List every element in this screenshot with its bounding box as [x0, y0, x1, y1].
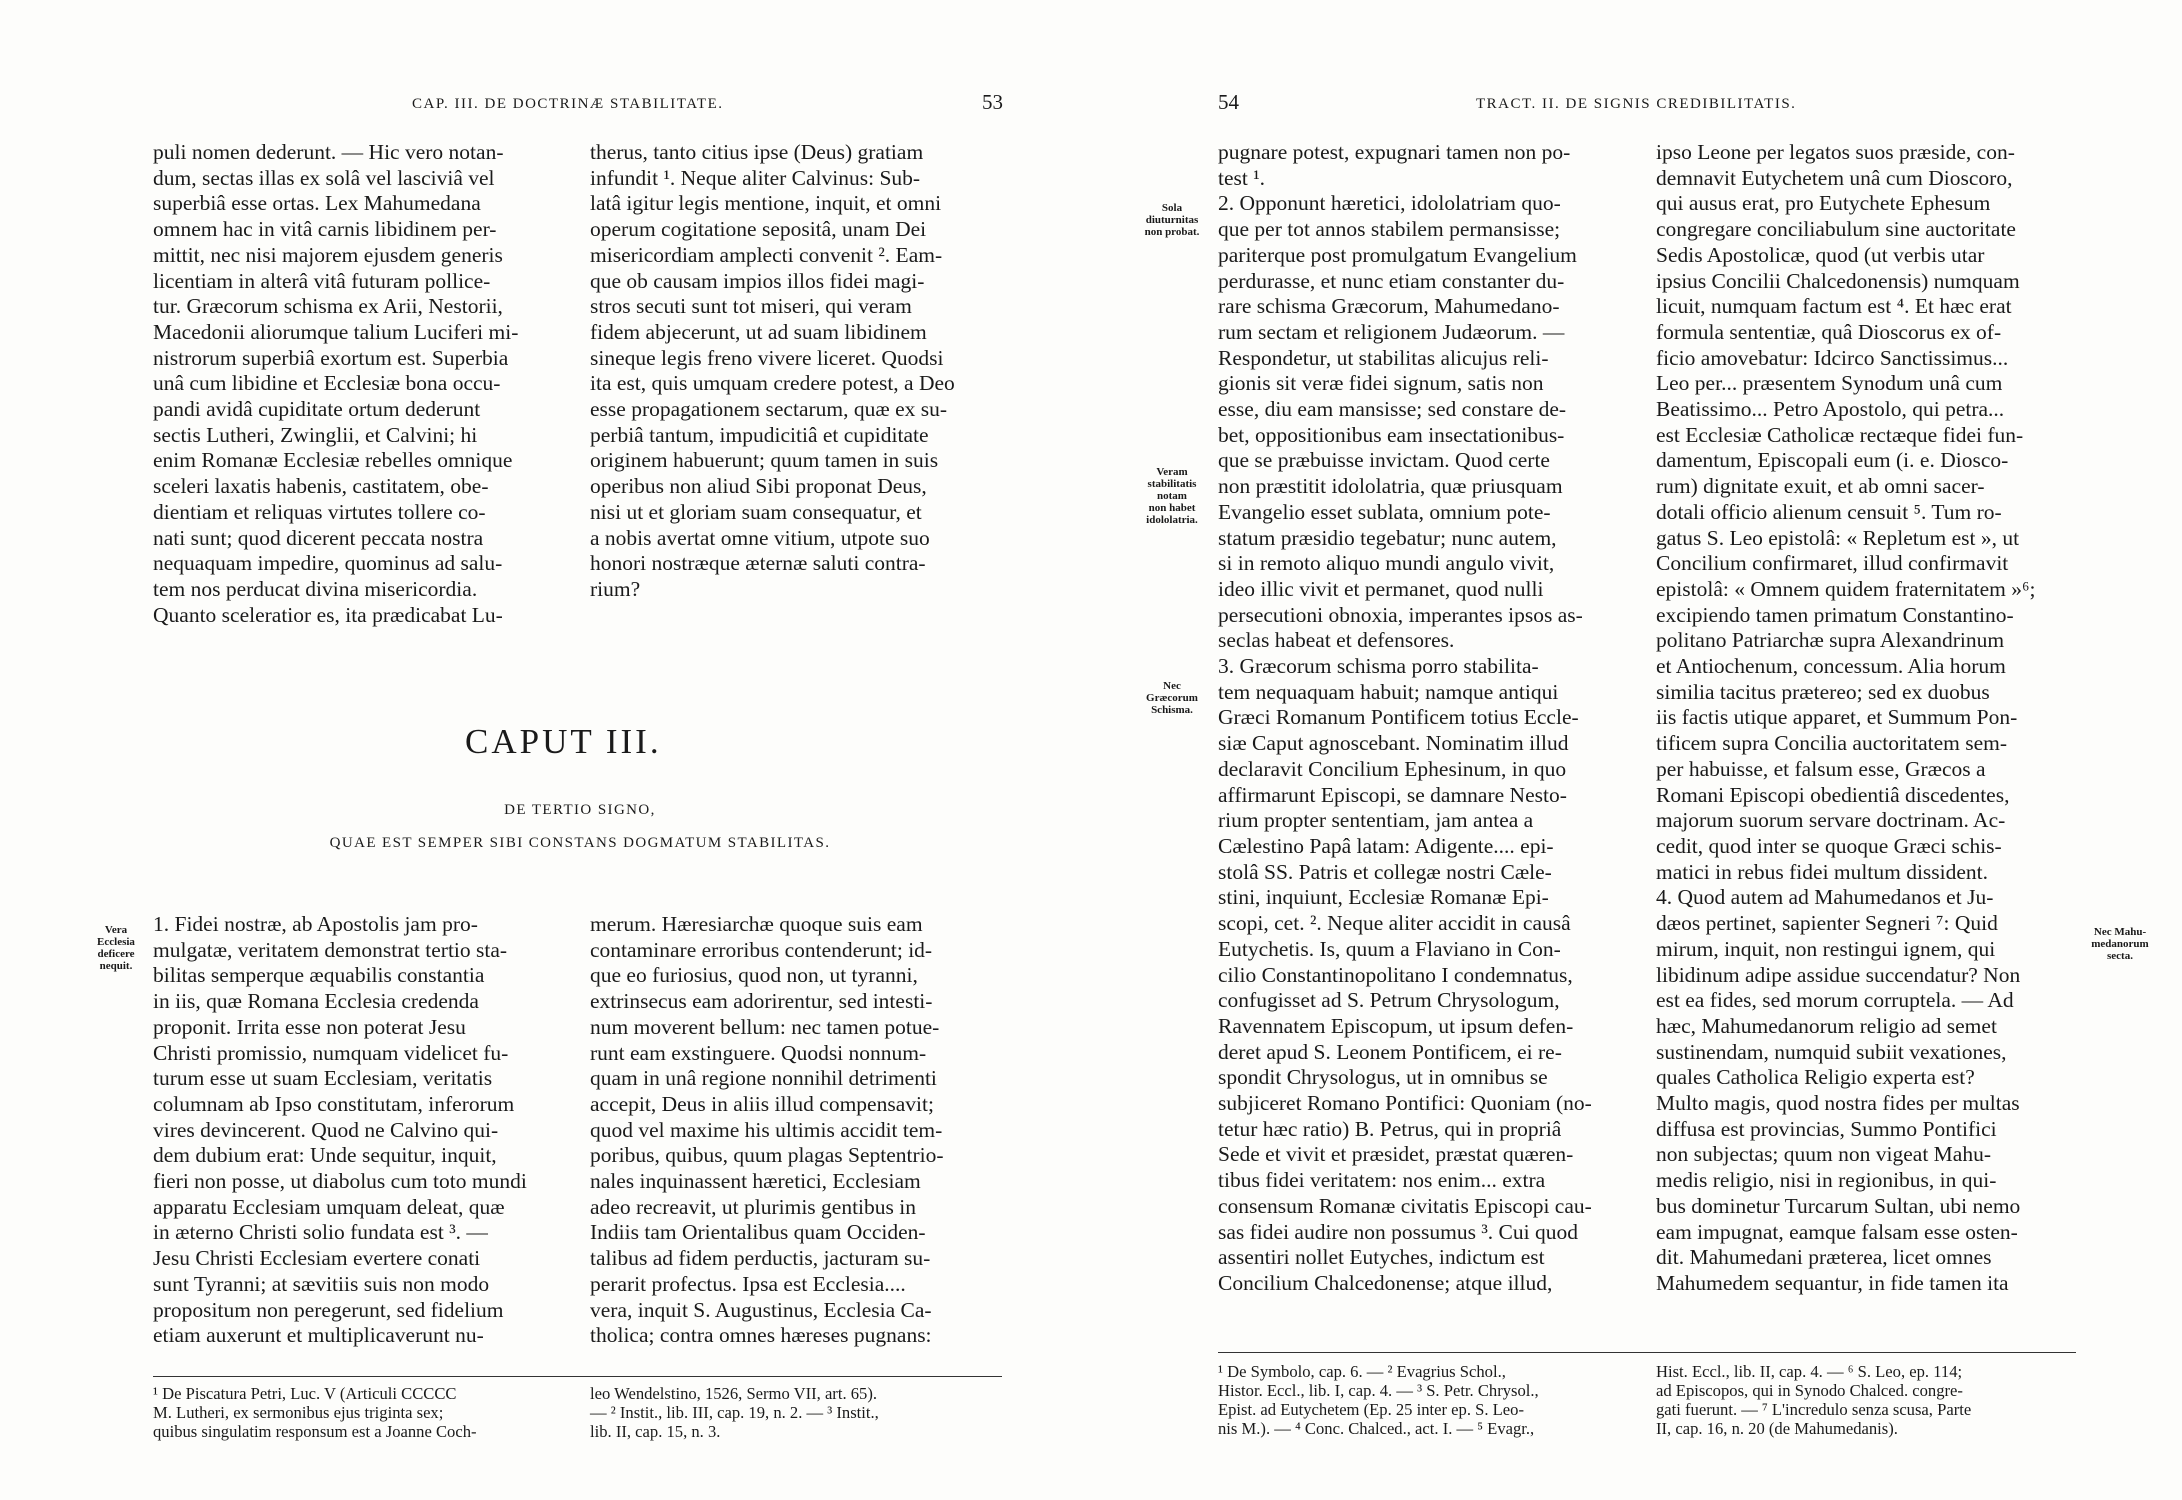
text-line: merum. Hæresiarchæ quoque suis eam — [590, 912, 923, 936]
text-line: tem nequaquam habuit; namque antiqui — [1218, 679, 1559, 704]
text-line: accepit, Deus in aliis illud compensavit; — [590, 1091, 934, 1116]
text-line: 2. Opponunt hæretici, idololatriam quo- — [1218, 191, 1561, 216]
text-line: bilitas semperque æquabilis constantia — [153, 963, 485, 988]
text-line: apparatu Ecclesiam umquam deleat, quæ — [153, 1194, 505, 1219]
text-line: num moverent bellum: nec tamen potue- — [590, 1014, 940, 1039]
text-line: confugisset ad S. Petrum Chrysologum, — [1218, 988, 1560, 1013]
text-line: similia tacitus prætereo; sed ex duobus — [1656, 679, 1990, 704]
text-line: tificem supra Concilia auctoritatem sem- — [1656, 731, 2008, 756]
footnote-line: quibus singulatim responsum est a Joanne Coch- — [153, 1422, 477, 1441]
text-line: sustinendam, numquid subiit vexationes, — [1656, 1039, 2007, 1064]
text-line: poribus, quibus, quum plagas Septentrio- — [590, 1143, 944, 1168]
text-line: rium propter sententiam, jam antea a — [1218, 808, 1534, 833]
text-line: licuit, numquam factum est ⁴. Et hæc erat — [1656, 294, 2012, 319]
text-line: Leo per... præsentem Synodum unâ cum — [1656, 371, 2003, 396]
footnote-line: Histor. Eccl., lib. I, cap. 4. — ³ S. Petr. Chrysol., — [1218, 1381, 1539, 1400]
text-line: affirmarunt Episcopi, se damnare Nesto- — [1218, 782, 1567, 807]
footnote-line: M. Lutheri, ex sermonibus ejus triginta sex; — [153, 1403, 444, 1422]
text-line: Græci Romanum Pontificem totius Eccle- — [1218, 705, 1579, 730]
page-number-right: 54 — [1218, 90, 1239, 114]
margin-note-line: Nec Mahu- — [2093, 926, 2147, 938]
text-line: sunt Tyranni; at sævitiis suis non modo — [153, 1271, 490, 1296]
text-line: medis religio, nisi in regionibus, in qui- — [1656, 1168, 1997, 1193]
text-line: infundit ¹. Neque aliter Calvinus: Sub- — [590, 165, 921, 190]
text-line: fieri non posse, ut diabolus cum toto mundi — [153, 1169, 527, 1194]
margin-note-line: stabilitatis — [1147, 478, 1197, 490]
text-line: tibus fidei veritatem: nos enim... extra — [1218, 1168, 1546, 1193]
text-line: per habuisse, et falsum esse, Græcos a — [1656, 756, 1986, 781]
text-line: nequaquam impedire, quominus ad salu- — [153, 551, 503, 576]
text-line: Cælestino Papâ latam: Adigente.... epi- — [1218, 833, 1554, 858]
text-line: enim Romanæ Ecclesiæ rebelles omnique — [153, 448, 513, 473]
margin-note-vera-ecclesia — [86, 924, 146, 972]
text-line: vires devincerent. Quod ne Calvino qui- — [153, 1117, 499, 1142]
margin-note-line: non probat. — [1144, 226, 1200, 238]
text-line: runt eam exstinguere. Quodsi nonnum- — [590, 1040, 927, 1065]
text-line: est Ecclesiæ Catholicæ rectæque fidei fun- — [1656, 422, 2024, 447]
text-line: 3. Græcorum schisma porro stabilita- — [1218, 654, 1539, 679]
text-line: Quanto sceleratior es, ita prædicabat Lu- — [153, 602, 503, 627]
text-line: matici in rebus fidei multum dissident. — [1656, 859, 1989, 884]
text-line: stolâ SS. Patris et collegæ nostri Cæle- — [1218, 859, 1552, 884]
text-line: damentum, Episcopali eum (i. e. Diosco- — [1656, 448, 2009, 473]
footnote-line: leo Wendelstino, 1526, Sermo VII, art. 65). — [590, 1384, 878, 1403]
text-line: esse, diu eam mansisse; sed constare de- — [1218, 397, 1567, 422]
text-line: nistrorum superbiâ exortum est. Superbia — [153, 345, 509, 370]
left-top-column-2 — [590, 140, 1002, 603]
running-head-right: TRACT. II. DE SIGNIS CREDIBILITATIS. — [1476, 96, 1797, 112]
text-line: Christi promissio, numquam videlicet fu- — [153, 1040, 509, 1065]
text-line: si in remoto aliquo mundi angulo vivit, — [1218, 551, 1555, 576]
text-line: congregare conciliabulum sine auctoritate — [1656, 217, 2016, 242]
text-line: 1. Fidei nostræ, ab Apostolis jam pro- — [153, 912, 478, 936]
text-line: in iis, quæ Romana Ecclesia credenda — [153, 989, 479, 1014]
text-line: sineque legis freno vivere liceret. Quodsi — [590, 345, 944, 370]
text-line: subjiceret Romano Pontifici: Quoniam (no- — [1218, 1091, 1592, 1116]
text-line: quod vel maxime his ultimis accidit tem- — [590, 1117, 943, 1142]
text-line: extrinsecus eam adorirentur, sed intesti- — [590, 989, 933, 1014]
text-line: perarit profectus. Ipsa est Ecclesia.... — [590, 1271, 906, 1296]
text-line: talibus ad fidem perductis, jacturam su- — [590, 1246, 931, 1271]
right-footnotes-column-2 — [1656, 1362, 2076, 1438]
text-line: majorum suorum servare doctrinam. Ac- — [1656, 808, 2006, 833]
margin-note-line: idololatria. — [1146, 514, 1198, 526]
text-line: Macedonii aliorumque talium Luciferi mi- — [153, 319, 519, 344]
text-line: non præstitit idololatria, quæ priusquam — [1218, 474, 1563, 499]
text-line: propositum non peregerunt, sed fidelium — [153, 1297, 504, 1322]
text-line: pandi avidâ cupiditate ortum dederunt — [153, 397, 481, 422]
text-line: Sedis Apostolicæ, quod (ut verbis utar — [1656, 242, 1985, 267]
margin-note-line: Vera — [104, 924, 128, 936]
margin-note-line: deficere — [97, 948, 135, 960]
text-line: dientiam et reliquas virtutes tollere co- — [153, 499, 486, 524]
footnote-line: nis M.). — ⁴ Conc. Chalced., act. I. — ⁵ Evagr., — [1218, 1419, 1535, 1438]
text-line: epistolâ: « Omnem quidem fraternitatem »⁶; — [1656, 576, 2036, 601]
right-column-1 — [1218, 140, 1630, 1297]
text-line: nisi ut et gloriam suam consequatur, et — [590, 499, 922, 524]
text-line: politano Patriarchæ supra Alexandrinum — [1656, 628, 2005, 653]
text-line: siæ Caput agnoscebant. Nominatim illud — [1218, 731, 1569, 756]
text-line: hæc, Mahumedanorum religio ad semet — [1656, 1013, 1997, 1038]
text-line: cedit, quod inter se quoque Græci schis- — [1656, 833, 2002, 858]
text-line: consensum Romanæ civitatis Episcopi cau- — [1218, 1193, 1592, 1218]
margin-note-line: Græcorum — [1146, 692, 1198, 704]
text-line: adeo recreavit, ut plurimis gentibus in — [590, 1194, 916, 1219]
text-line: dotali officio alienum censuit ⁵. Tum ro- — [1656, 499, 2002, 524]
text-line: Romani Episcopi obedientiâ discedentes, — [1656, 782, 2010, 807]
text-line: excipiendo tamen primatum Constantino- — [1656, 602, 2014, 627]
text-line: vera, inquit S. Augustinus, Ecclesia Ca- — [590, 1297, 932, 1322]
text-line: superbiâ esse ortas. Lex Mahumedana — [153, 191, 481, 216]
text-line: quales Catholica Religio experta est? — [1656, 1065, 1975, 1090]
right-footnotes-column-1 — [1218, 1362, 1630, 1438]
text-line: tetur hæc ratio) B. Petrus, qui in propriâ — [1218, 1116, 1562, 1141]
text-line: omnem hac in vitâ carnis libidinem per- — [153, 217, 497, 242]
text-line: est ea fides, sed morum corruptela. — Ad — [1656, 988, 2014, 1013]
text-line: bet, oppositionibus eam insectationibus- — [1218, 422, 1565, 447]
margin-note-line: Ecclesia — [97, 936, 135, 948]
footnote-line: Epist. ad Eutychetem (Ep. 25 inter ep. S. Leo- — [1218, 1400, 1524, 1419]
text-line: misericordiam amplecti convenit ². Eam- — [590, 242, 943, 267]
text-line: perdurasse, et nunc etiam constanter du- — [1218, 268, 1565, 293]
text-line: Evangelio esset sublata, omnium pote- — [1218, 499, 1551, 524]
text-line: operibus non aliud Sibi proponat Deus, — [590, 474, 927, 499]
text-line: scopi, cet. ². Neque aliter accidit in causâ — [1218, 911, 1571, 936]
margin-note-line: Nec — [1163, 680, 1181, 692]
footnote-line: II, cap. 16, n. 20 (de Mahumedanis). — [1656, 1419, 1898, 1438]
text-line: a nobis avertat omne vitium, utpote suo — [590, 525, 930, 550]
text-line: ipso Leone per legatos suos præside, con- — [1656, 140, 2015, 164]
text-line: mittit, nec nisi majorem ejusdem generis — [153, 242, 503, 267]
text-line: rare schisma Græcorum, Mahumedano- — [1218, 294, 1560, 319]
text-line: ita est, quis umquam credere potest, a Deo — [590, 371, 955, 396]
margin-note-nec-graecorum — [1136, 680, 1208, 716]
text-line: fidem abjecerunt, ut ad suam libidinem — [590, 319, 927, 344]
text-line: Eutychetis. Is, quum a Flaviano in Con- — [1218, 936, 1561, 961]
text-line: ideo illic vivit et permanet, quod nulli — [1218, 576, 1544, 601]
text-line: rium? — [590, 576, 641, 601]
footnote-line: — ² Instit., lib. III, cap. 19, n. 2. — ³ Instit., — [590, 1403, 879, 1422]
text-line: Beatissimo... Petro Apostolo, qui petra... — [1656, 397, 2005, 422]
text-line: mulgatæ, veritatem demonstrat tertio sta- — [153, 937, 508, 962]
page-number-left: 53 — [982, 90, 1003, 114]
text-line: rum) dignitate exuit, et ab omni sacer- — [1656, 474, 1985, 499]
margin-note-nec-mahumedanorum — [2086, 926, 2154, 962]
text-line: que se præbuisse invictam. Quod certe — [1218, 448, 1550, 473]
margin-note-line: diuturnitas — [1145, 214, 1199, 226]
text-line: test ¹. — [1218, 165, 1266, 190]
margin-note-line: notam — [1157, 490, 1187, 502]
margin-note-line: medanorum — [2091, 938, 2149, 950]
text-line: tem nos perducat divina misericordia. — [153, 576, 478, 601]
text-line: ipsius Concilii Chalcedonensis) numquam — [1656, 268, 2020, 293]
text-line: Jesu Christi Ecclesiam evertere conati — [153, 1246, 481, 1271]
text-line: licentiam in alterâ vitâ futuram pollice- — [153, 268, 491, 293]
text-line: assentiri nollet Eutyches, indictum est — [1218, 1245, 1545, 1270]
text-line: Ravennatem Episcopum, ut ipsum defen- — [1218, 1013, 1574, 1038]
left-top-column-1 — [153, 140, 565, 628]
text-line: tholica; contra omnes hæreses pugnans: — [590, 1323, 932, 1348]
text-line: therus, tanto citius ipse (Deus) gratiam — [590, 140, 924, 164]
text-line: dæos pertinet, sapienter Segneri ⁷: Quid — [1656, 911, 1998, 936]
text-line: rum sectam et religionem Judæorum. — — [1218, 319, 1565, 344]
text-line: unâ cum libidine et Ecclesiæ bona occu- — [153, 371, 501, 396]
margin-note-line: secta. — [2107, 950, 2133, 962]
margin-note-line: Schisma. — [1151, 704, 1193, 716]
text-line: gionis sit veræ fidei signum, satis non — [1218, 371, 1544, 396]
text-line: Indiis tam Orientalibus quam Occiden- — [590, 1220, 926, 1245]
left-body-column-1 — [153, 912, 565, 1349]
text-line: diffusa est provincias, Summo Pontifici — [1656, 1116, 1997, 1141]
text-line: sceleri laxatis habenis, castitatem, obe- — [153, 474, 489, 499]
text-line: pugnare potest, expugnari tamen non po- — [1218, 140, 1571, 164]
text-line: nales inquinassent hæretici, Ecclesiam — [590, 1169, 921, 1194]
text-line: proponit. Irrita esse non poterat Jesu — [153, 1014, 466, 1039]
text-line: demnavit Eutychetem unâ cum Dioscoro, — [1656, 165, 2013, 190]
text-line: in æterno Christi solio fundata est ³. — — [153, 1220, 488, 1245]
text-line: puli nomen dederunt. — Hic vero notan- — [153, 140, 504, 164]
chapter-title: CAPUT III. — [465, 722, 662, 761]
text-line: bus dominetur Turcarum Sultan, ubi nemo — [1656, 1193, 2021, 1218]
text-line: originem habuerunt; quum tamen in suis — [590, 448, 939, 473]
text-line: qui ausus erat, pro Eutychete Ephesum — [1656, 191, 1991, 216]
text-line: deret apud S. Leonem Pontificem, ei re- — [1218, 1039, 1562, 1064]
text-line: sas fidei audire non possumus ³. Cui quod — [1218, 1219, 1578, 1244]
text-line: que per tot annos stabilem permansisse; — [1218, 217, 1561, 242]
text-line: mirum, inquit, non restingui ignem, qui — [1656, 936, 1996, 961]
text-line: spondit Chrysologus, ut in omnibus se — [1218, 1065, 1548, 1090]
chapter-subtitle-2: QUAE EST SEMPER SIBI CONSTANS DOGMATUM STABILITAS. — [329, 835, 831, 851]
margin-note-sola-diuturnitas — [1138, 202, 1206, 238]
text-line: declaravit Concilium Ephesinum, in quo — [1218, 756, 1567, 781]
footnote-line: ad Episcopos, qui in Synodo Chalced. congre- — [1656, 1381, 1963, 1400]
text-line: eam impugnat, eamque falsam esse osten- — [1656, 1219, 2018, 1244]
text-line: latâ igitur legis mentione, inquit, et omni — [590, 191, 942, 216]
running-head-left: CAP. III. DE DOCTRINÆ STABILITATE. — [412, 96, 724, 112]
text-line: Respondetur, ut stabilitas alicujus reli- — [1218, 345, 1549, 370]
text-line: stros secuti sunt tot miseri, qui veram — [590, 294, 912, 319]
footnote-divider-right — [1218, 1352, 2076, 1353]
text-line: dit. Mahumedani præterea, licet omnes — [1656, 1245, 1992, 1270]
left-footnotes-column-2 — [590, 1384, 1002, 1441]
right-column-2 — [1656, 140, 2076, 1297]
text-line: Concilium confirmaret, illud confirmavit — [1656, 551, 2009, 576]
text-line: etiam auxerunt et multiplicaverunt nu- — [153, 1323, 484, 1348]
text-line: stini, inquiunt, Ecclesiæ Romanæ Epi- — [1218, 885, 1549, 910]
text-line: columnam ab Ipso constitutam, inferorum — [153, 1091, 515, 1116]
margin-note-line: non habet — [1148, 502, 1196, 514]
text-line: statum præsidio tegebatur; nunc autem, — [1218, 525, 1557, 550]
footnote-line: ¹ De Piscatura Petri, Luc. V (Articuli CCCCC — [153, 1384, 457, 1403]
left-footnotes-column-1 — [153, 1384, 565, 1441]
text-line: dum, sectas illas ex solâ vel lasciviâ vel — [153, 165, 495, 190]
text-line: pariterque post promulgatum Evangelium — [1218, 242, 1577, 267]
text-line: dem dubium erat: Unde sequitur, inquit, — [153, 1143, 497, 1168]
text-line: Multo magis, quod nostra fides per multas — [1656, 1091, 2020, 1116]
margin-note-line: Sola — [1161, 202, 1183, 214]
margin-note-line: nequit. — [99, 960, 133, 972]
text-line: iis factis utique apparet, et Summum Pon- — [1656, 705, 2018, 730]
text-line: turum esse ut suam Ecclesiam, veritatis — [153, 1066, 493, 1091]
text-line: libidinum adipe assidue succendatur? Non — [1656, 962, 2021, 987]
text-line: seclas habeat et defensores. — [1218, 628, 1455, 653]
text-line: tur. Græcorum schisma ex Arii, Nestorii, — [153, 294, 503, 319]
margin-note-line: Veram — [1156, 466, 1188, 478]
text-line: persecutioni obnoxia, imperantes ipsos as- — [1218, 602, 1583, 627]
chapter-subtitle-1: DE TERTIO SIGNO, — [504, 802, 656, 818]
left-body-column-2 — [590, 912, 1002, 1349]
text-line: non subjectas; quum non vigeat Mahu- — [1656, 1142, 1991, 1167]
text-line: honori nostræque æternæ saluti contra- — [590, 551, 926, 576]
text-line: contaminare erroribus contenderunt; id- — [590, 937, 933, 962]
footnote-line: Hist. Eccl., lib. II, cap. 4. — ⁶ S. Leo, ep. 114; — [1656, 1362, 1963, 1381]
text-line: ficio amovebatur: Idcirco Sanctissimus... — [1656, 345, 2009, 370]
text-line: Concilium Chalcedonense; atque illud, — [1218, 1270, 1553, 1295]
footnote-line: lib. II, cap. 15, n. 3. — [590, 1422, 721, 1441]
text-line: perbiâ tantum, impudicitiâ et cupiditate — [590, 422, 929, 447]
text-line: operum cogitatione sepositâ, unam Dei — [590, 217, 927, 242]
text-line: esse propagationem sectarum, quæ ex su- — [590, 397, 948, 422]
text-line: cilio Constantinopolitano I condemnatus, — [1218, 962, 1573, 987]
text-line: et Antiochenum, concessum. Alia horum — [1656, 654, 2006, 679]
text-line: Sede et vivit et præsidet, præstat quæren- — [1218, 1142, 1574, 1167]
text-line: Mahumedem sequantur, in fide tamen ita — [1656, 1270, 2009, 1295]
margin-note-veram-stabilitatis — [1138, 466, 1206, 526]
text-line: sectis Lutheri, Zwinglii, et Calvini; hi — [153, 422, 478, 447]
footnote-divider-left — [153, 1376, 1002, 1377]
text-line: quam in unâ regione nonnihil detrimenti — [590, 1066, 937, 1091]
text-line: que eo furiosius, quod non, ut tyranni, — [590, 963, 918, 988]
text-line: 4. Quod autem ad Mahumedanos et Ju- — [1656, 885, 1994, 910]
footnote-line: ¹ De Symbolo, cap. 6. — ² Evagrius Schol., — [1218, 1362, 1506, 1381]
text-line: nati sunt; quod dicerent peccata nostra — [153, 525, 484, 550]
text-line: formula sententiæ, quâ Dioscorus ex of- — [1656, 319, 2002, 344]
text-line: que ob causam impios illos fidei magi- — [590, 268, 925, 293]
footnote-line: gati fuerunt. — ⁷ L'incredulo senza scusa, Parte — [1656, 1400, 1972, 1419]
text-line: gatus S. Leo epistolâ: « Repletum est », ut — [1656, 525, 2020, 550]
